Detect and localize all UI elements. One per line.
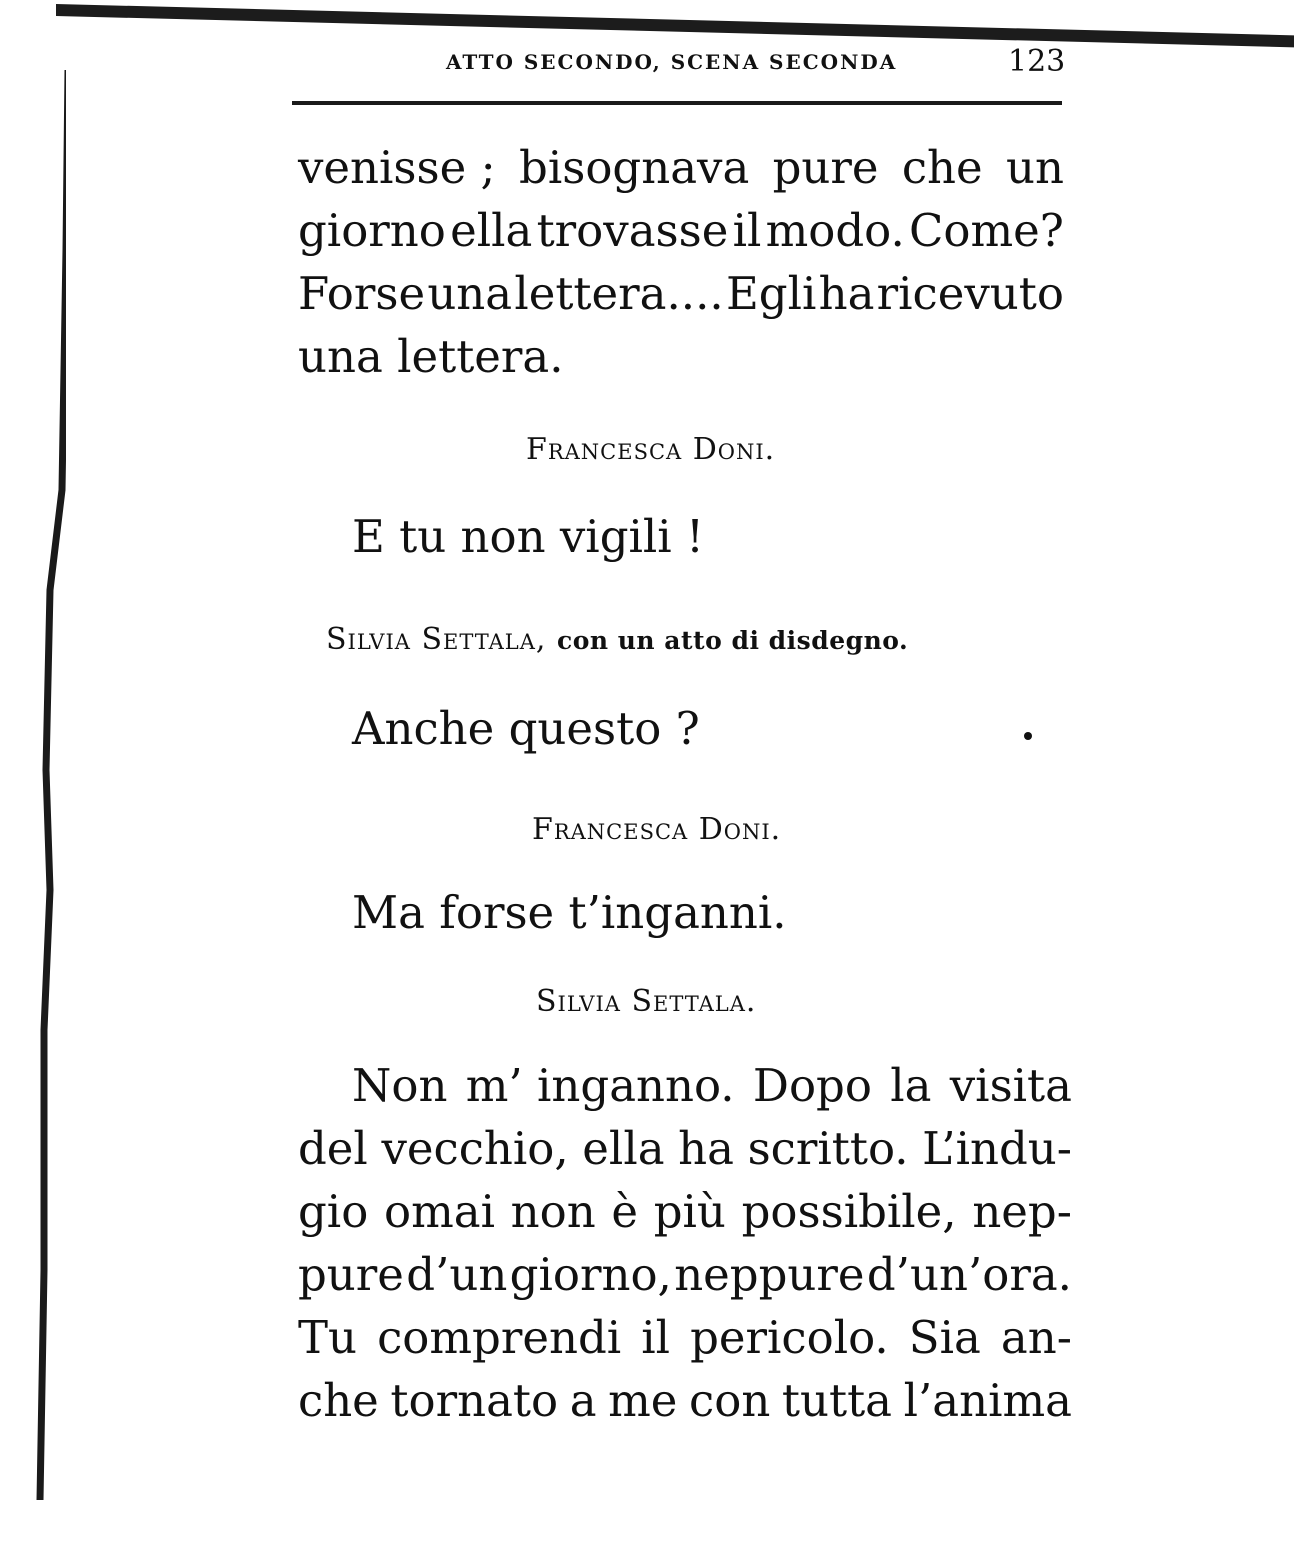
ink-speck — [1024, 732, 1032, 740]
text-line: Tu comprendi il pericolo. Sia an- — [298, 1311, 1072, 1364]
scan-left-edge — [36, 70, 48, 1510]
header-rule — [292, 101, 1062, 105]
page-number: 123 — [1008, 44, 1066, 79]
speech-line: Anche questo ? — [352, 702, 700, 755]
text-line: una lettera. — [298, 330, 564, 383]
text-line: gio omai non è più possibile, nep- — [298, 1185, 1072, 1238]
speech-line: Ma forse t’inganni. — [352, 886, 787, 939]
text-line: Forse una lettera.... Egli ha ricevuto — [298, 267, 1064, 320]
closing-paragraph — [298, 1054, 1072, 1432]
text-line: che tornato a me con tutta l’anima — [298, 1374, 1072, 1427]
speech-line: E tu non vigili ! — [352, 510, 705, 563]
speaker-label: Francesca Doni. — [532, 812, 782, 847]
speaker-label: Francesca Doni. — [526, 432, 776, 467]
text-line: Non m’ inganno. Dopo la visita — [352, 1059, 1072, 1112]
text-line: pure d’un giorno, neppure d’un’ora. — [298, 1248, 1072, 1301]
opening-paragraph — [298, 136, 1064, 388]
speaker-label: Silvia Settala. — [536, 984, 757, 1019]
text-line: venisse ; bisognava pure che un — [298, 141, 1064, 194]
speaker-label: Silvia Settala, con un atto di disdegno. — [326, 622, 909, 657]
text-line: giorno ella trovasse il modo. Come? — [298, 204, 1064, 257]
running-head: ATTO SECONDO, SCENA SECONDA — [446, 50, 898, 74]
text-line: del vecchio, ella ha scritto. L’indu- — [298, 1122, 1072, 1175]
scan-top-edge — [56, 4, 1294, 48]
stage-direction: con un atto di disdegno. — [556, 626, 909, 655]
